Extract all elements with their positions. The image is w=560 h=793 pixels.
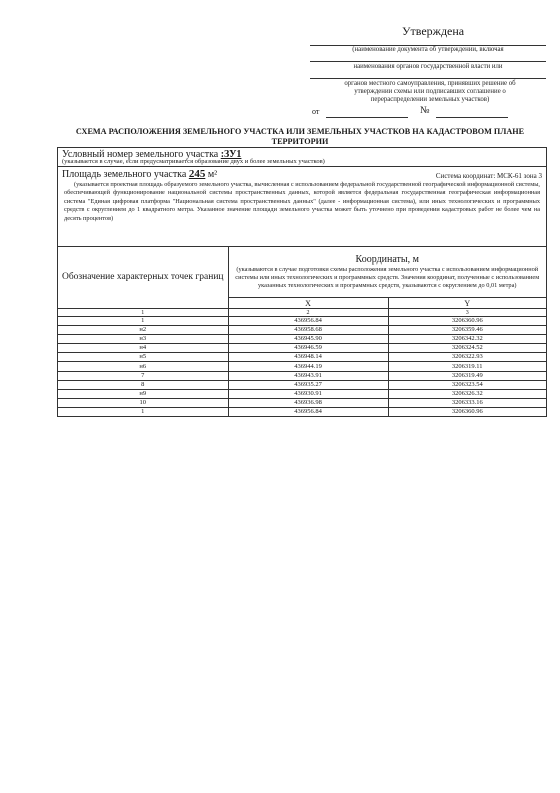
x-coordinate-cell: 436945.90 [228, 335, 388, 344]
table-row [58, 335, 546, 344]
table-row [58, 380, 546, 389]
parcel-area-unit: м² [207, 169, 218, 180]
approval-line-3 [310, 78, 546, 79]
scheme-sheet [57, 147, 547, 417]
x-coordinate-cell: 436958.68 [228, 326, 388, 335]
approval-caption-local: органов местного самоуправления, принявших решение об утверждении схемы или подписавших соглашение о перераспределении земельных участков) [344, 80, 516, 103]
parcel-number-value: :ЗУ1 [220, 149, 242, 160]
x-coordinate-cell: 436935.27 [228, 380, 388, 389]
coord-header-note: (указываются в случае подготовки схемы расположения земельного участка с использованием информационной системы или иных технологических и программных средств. Значения координат, полученные с использованием указанных технологических и программных средств, указываются с округлением до 0,01 метра) [235, 266, 540, 289]
approval-from-label: от [312, 107, 320, 116]
table-row [58, 389, 546, 398]
table-row [58, 371, 546, 380]
y-coordinate-cell: 3206360.96 [388, 317, 546, 326]
y-coordinate-cell: 3206342.32 [388, 335, 546, 344]
column-number-1: 1 [58, 309, 228, 317]
x-coordinate-cell: 436936.98 [228, 398, 388, 407]
table-row [58, 398, 546, 407]
x-coordinate-cell: 436956.84 [228, 317, 388, 326]
y-coordinate-cell: 3206319.49 [388, 371, 546, 380]
y-coordinate-cell: 3206326.32 [388, 389, 546, 398]
point-cell: н3 [58, 335, 228, 344]
point-cell: 1 [58, 407, 228, 416]
table-row [58, 317, 546, 326]
point-cell: 7 [58, 371, 228, 380]
parcel-area-note: (указывается проектная площадь образуемого земельного участка, вычисленная с использованием федеральной государственной географической информационной системы, обеспечивающей функционирование национальной системы пространственных данных, которой является федеральная государственная географическая информационная система "Единая цифровая платформа "Национальная система пространственных данных" (далее - информационная система), или иных технологических и программных средств с округлением до 1 квадратного метра. Указанное значение площади земельного участка может быть уточнено при проведении кадастровых работ не более чем на десять процентов) [64, 181, 540, 222]
point-cell: н2 [58, 326, 228, 335]
table-row [58, 326, 546, 335]
table-row [58, 362, 546, 371]
approval-number-label: № [420, 105, 430, 116]
coordinate-system: Система координат: МСК-61 зона 3 [435, 172, 542, 180]
point-cell: 8 [58, 380, 228, 389]
point-cell: н6 [58, 362, 228, 371]
x-coordinate-cell: 436930.91 [228, 389, 388, 398]
approval-title: Утверждена [402, 24, 465, 38]
parcel-area [62, 168, 217, 180]
column-number-2: 2 [228, 309, 388, 317]
point-header: Обозначение характерных точек границ [58, 247, 228, 309]
parcel-area-label: Площадь земельного участка [62, 169, 187, 180]
table-row [58, 344, 546, 353]
parcel-number-row [58, 148, 546, 167]
y-coordinate-cell: 3206360.96 [388, 407, 546, 416]
document-title: СХЕМА РАСПОЛОЖЕНИЯ ЗЕМЕЛЬНОГО УЧАСТКА ИЛИ ЗЕМЕЛЬНЫХ УЧАСТКОВ НА КАДАСТРОВОМ ПЛАНЕ ТЕРРИТОРИИ [75, 127, 525, 146]
parcel-area-value: 245 [188, 168, 206, 180]
y-coordinate-cell: 3206324.52 [388, 344, 546, 353]
approval-date-line [326, 117, 408, 118]
x-column-header: X [228, 298, 388, 309]
point-cell: 1 [58, 317, 228, 326]
approval-line-2 [310, 61, 546, 62]
point-cell: н5 [58, 353, 228, 362]
point-cell: 10 [58, 398, 228, 407]
y-coordinate-cell: 3206322.93 [388, 353, 546, 362]
point-cell: н9 [58, 389, 228, 398]
y-column-header: Y [388, 298, 546, 309]
parcel-number-note: (указывается в случае, если предусматривается образование двух и более земельных участков) [62, 158, 325, 165]
y-coordinate-cell: 3206359.46 [388, 326, 546, 335]
coord-header-cell [228, 247, 546, 298]
table-row [58, 353, 546, 362]
column-number-3: 3 [388, 309, 546, 317]
x-coordinate-cell: 436943.91 [228, 371, 388, 380]
parcel-number-label: Условный номер земельного участка [62, 149, 219, 160]
y-coordinate-cell: 3206333.16 [388, 398, 546, 407]
x-coordinate-cell: 436946.59 [228, 344, 388, 353]
approval-date-row [312, 107, 512, 119]
table-row [58, 407, 546, 416]
y-coordinate-cell: 3206323.54 [388, 380, 546, 389]
y-coordinate-cell: 3206319.11 [388, 362, 546, 371]
approval-caption-org: наименования органов государственной власти или [353, 63, 503, 70]
x-coordinate-cell: 436948.14 [228, 353, 388, 362]
approval-caption-doc: (наименование документа об утверждении, включая [352, 46, 504, 53]
parcel-area-row [58, 167, 546, 247]
point-cell: н4 [58, 344, 228, 353]
approval-number-line [436, 117, 508, 118]
coordinates-table [58, 247, 546, 416]
x-coordinate-cell: 436956.84 [228, 407, 388, 416]
x-coordinate-cell: 436944.19 [228, 362, 388, 371]
coord-header: Координаты, м [355, 254, 419, 266]
